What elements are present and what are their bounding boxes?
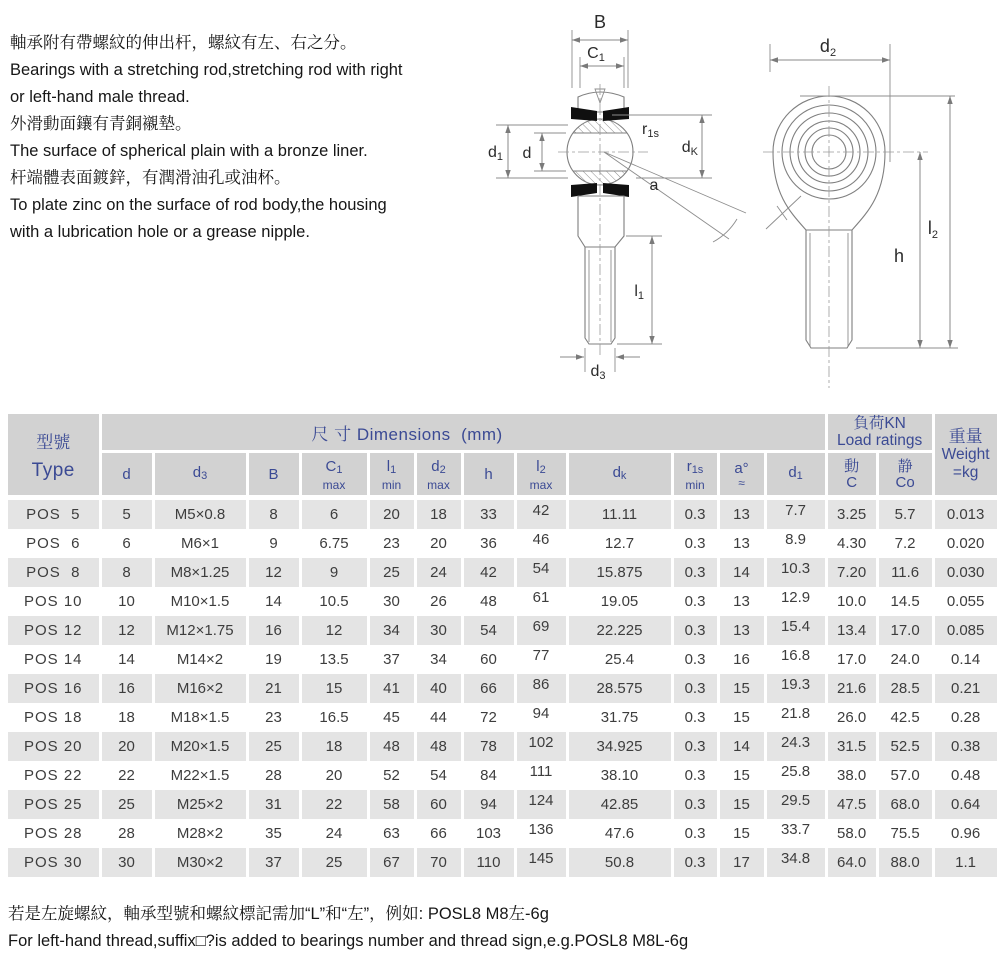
table-row — [8, 819, 998, 848]
table-row — [8, 761, 998, 790]
cell-l2: 102 — [515, 732, 567, 761]
cell-type: POS 14 — [8, 645, 100, 674]
cell-dk: 50.8 — [567, 848, 672, 877]
cell-l1: 52 — [368, 761, 415, 790]
cell-d2: 60 — [415, 790, 462, 819]
cell-d: 28 — [100, 819, 153, 848]
cell-type: POS 25 — [8, 790, 100, 819]
cell-d2: 20 — [415, 529, 462, 558]
cell-c: 10.0 — [826, 587, 877, 616]
description-line: 軸承附有帶螺紋的伸出杆，螺紋有左、右之分。 — [10, 34, 357, 52]
weight-header-en: Weight — [941, 445, 990, 463]
cell-d3: M6×1 — [153, 529, 247, 558]
column-group-load-ratings — [826, 414, 933, 452]
dim-label-l2: $l_2$ — [927, 218, 938, 241]
cell-weight: 0.21 — [933, 674, 998, 703]
cell-h: 42 — [462, 558, 515, 587]
cell-l1: 37 — [368, 645, 415, 674]
cell-dk: 47.6 — [567, 819, 672, 848]
front-view-drawing — [480, 0, 760, 400]
cell-l1: 67 — [368, 848, 415, 877]
cell-l2: 42 — [515, 498, 567, 530]
dimensions-table — [8, 414, 1000, 877]
cell-type: POS 18 — [8, 703, 100, 732]
cell-d1: 7.7 — [765, 498, 826, 530]
cell-d2: 70 — [415, 848, 462, 877]
cell-c: 21.6 — [826, 674, 877, 703]
cell-d: 18 — [100, 703, 153, 732]
cell-b: 21 — [247, 674, 300, 703]
cell-h: 110 — [462, 848, 515, 877]
cell-c: 47.5 — [826, 790, 877, 819]
dim-label-l1: l1 — [634, 283, 644, 302]
cell-d1: 15.4 — [765, 616, 826, 645]
load-group-en: Load ratings — [836, 432, 923, 449]
cell-b: 16 — [247, 616, 300, 645]
cell-l1: 30 — [368, 587, 415, 616]
dim-label-r1s: r1s — [642, 121, 659, 140]
cell-d3: M12×1.75 — [153, 616, 247, 645]
cell-c: 64.0 — [826, 848, 877, 877]
cell-c1: 20 — [300, 761, 368, 790]
cell-weight: 0.38 — [933, 732, 998, 761]
cell-c1: 18 — [300, 732, 368, 761]
cell-h: 84 — [462, 761, 515, 790]
cell-co: 24.0 — [877, 645, 933, 674]
cell-c: 13.4 — [826, 616, 877, 645]
cell-b: 35 — [247, 819, 300, 848]
footnote — [8, 901, 688, 955]
cell-d2: 40 — [415, 674, 462, 703]
cell-a: 13 — [718, 529, 765, 558]
cell-l1: 45 — [368, 703, 415, 732]
cell-d3: M5×0.8 — [153, 498, 247, 530]
weight-header-unit: =kg — [952, 463, 979, 481]
cell-co: 17.0 — [877, 616, 933, 645]
cell-l1: 25 — [368, 558, 415, 587]
cell-weight: 0.055 — [933, 587, 998, 616]
side-view-drawing — [755, 0, 1000, 400]
cell-d1: 19.3 — [765, 674, 826, 703]
cell-weight: 0.085 — [933, 616, 998, 645]
cell-l2: 136 — [515, 819, 567, 848]
cell-c1: 12 — [300, 616, 368, 645]
cell-l1: 63 — [368, 819, 415, 848]
cell-d: 12 — [100, 616, 153, 645]
cell-c1: 15 — [300, 674, 368, 703]
cell-type: POS 22 — [8, 761, 100, 790]
column-header-d2: $d_2$ max — [415, 452, 462, 498]
column-header-d1: $d_1$ — [765, 452, 826, 498]
cell-weight: 0.28 — [933, 703, 998, 732]
cell-l2: 61 — [515, 587, 567, 616]
cell-dk: 25.4 — [567, 645, 672, 674]
cell-l2: 54 — [515, 558, 567, 587]
cell-dk: 42.85 — [567, 790, 672, 819]
cell-dk: 28.575 — [567, 674, 672, 703]
cell-dk: 38.10 — [567, 761, 672, 790]
cell-d1: 12.9 — [765, 587, 826, 616]
table-row — [8, 558, 998, 587]
cell-dk: 11.11 — [567, 498, 672, 530]
cell-b: 23 — [247, 703, 300, 732]
cell-dk: 19.05 — [567, 587, 672, 616]
dim-label-C1: C1 — [587, 45, 605, 64]
cell-d3: M25×2 — [153, 790, 247, 819]
cell-a: 13 — [718, 498, 765, 530]
cell-a: 13 — [718, 616, 765, 645]
cell-d3: M16×2 — [153, 674, 247, 703]
cell-h: 94 — [462, 790, 515, 819]
cell-d3: M18×1.5 — [153, 703, 247, 732]
column-header-c1: $C_1$ max — [300, 452, 368, 498]
cell-dk: 15.875 — [567, 558, 672, 587]
cell-h: 78 — [462, 732, 515, 761]
dim-label-B: B — [593, 12, 607, 32]
cell-weight: 1.1 — [933, 848, 998, 877]
cell-b: 9 — [247, 529, 300, 558]
cell-dk: 12.7 — [567, 529, 672, 558]
cell-c1: 13.5 — [300, 645, 368, 674]
cell-r1s: 0.3 — [672, 498, 718, 530]
cell-b: 37 — [247, 848, 300, 877]
cell-l2: 145 — [515, 848, 567, 877]
cell-c1: 16.5 — [300, 703, 368, 732]
cell-h: 48 — [462, 587, 515, 616]
cell-type: POS 30 — [8, 848, 100, 877]
cell-d: 22 — [100, 761, 153, 790]
cell-co: 11.6 — [877, 558, 933, 587]
cell-b: 28 — [247, 761, 300, 790]
cell-c: 58.0 — [826, 819, 877, 848]
cell-a: 14 — [718, 732, 765, 761]
weight-header-zh: 重量 — [948, 426, 983, 446]
table-row — [8, 674, 998, 703]
cell-l2: 86 — [515, 674, 567, 703]
cell-c: 26.0 — [826, 703, 877, 732]
cell-d3: M30×2 — [153, 848, 247, 877]
housing-neck — [578, 196, 624, 247]
cell-r1s: 0.3 — [672, 529, 718, 558]
cell-d3: M10×1.5 — [153, 587, 247, 616]
cell-type: POS 16 — [8, 674, 100, 703]
cell-co: 42.5 — [877, 703, 933, 732]
cell-d1: 21.8 — [765, 703, 826, 732]
cell-r1s: 0.3 — [672, 703, 718, 732]
seal-top-right — [603, 107, 629, 121]
table-wrapper — [8, 414, 1000, 877]
cell-r1s: 0.3 — [672, 645, 718, 674]
table-row — [8, 703, 998, 732]
cell-weight: 0.013 — [933, 498, 998, 530]
cell-d1: 34.8 — [765, 848, 826, 877]
table-row — [8, 529, 998, 558]
column-header-a: a° ≈ — [718, 452, 765, 498]
cell-weight: 0.030 — [933, 558, 998, 587]
cell-a: 15 — [718, 790, 765, 819]
cell-dk: 31.75 — [567, 703, 672, 732]
cell-a: 17 — [718, 848, 765, 877]
load-group-zh: 負荷KN — [853, 415, 906, 432]
cell-r1s: 0.3 — [672, 674, 718, 703]
cell-h: 54 — [462, 616, 515, 645]
column-header-l2: $l_2$ max — [515, 452, 567, 498]
cell-l2: 46 — [515, 529, 567, 558]
cell-c: 31.5 — [826, 732, 877, 761]
cell-h: 33 — [462, 498, 515, 530]
description-line: To plate zinc on the surface of rod body,the housing — [10, 196, 387, 214]
cell-l2: 77 — [515, 645, 567, 674]
cell-type: POS 5 — [8, 498, 100, 530]
cell-weight: 0.020 — [933, 529, 998, 558]
cell-d2: 30 — [415, 616, 462, 645]
dim-label-a: a — [649, 177, 659, 194]
cell-weight: 0.48 — [933, 761, 998, 790]
cell-l2: 111 — [515, 761, 567, 790]
cell-c1: 22 — [300, 790, 368, 819]
cell-c: 4.30 — [826, 529, 877, 558]
dim-label-d: d — [522, 145, 532, 162]
cell-type: POS 10 — [8, 587, 100, 616]
cell-b: 31 — [247, 790, 300, 819]
cell-d2: 26 — [415, 587, 462, 616]
column-header-l1: $l_1$ min — [368, 452, 415, 498]
dim-label-d3: d3 — [590, 363, 606, 382]
cell-d: 25 — [100, 790, 153, 819]
footnote-line-zh: 若是左旋螺紋，軸承型號和螺紋標記需加“L”和“左”，例如: POSL8 M8左-6g — [8, 905, 549, 923]
cell-r1s: 0.3 — [672, 819, 718, 848]
description-line: with a lubrication hole or a grease nipple. — [10, 223, 310, 241]
cell-dk: 22.225 — [567, 616, 672, 645]
column-header-r1s: $r_{1s}$ min — [672, 452, 718, 498]
column-header-c: 動 C — [826, 452, 877, 498]
table-row — [8, 587, 998, 616]
cell-d2: 66 — [415, 819, 462, 848]
cell-b: 19 — [247, 645, 300, 674]
column-group-dimensions: 尺 寸 Dimensions (mm) — [100, 414, 826, 452]
cell-co: 75.5 — [877, 819, 933, 848]
cell-a: 13 — [718, 587, 765, 616]
cell-d3: M20×1.5 — [153, 732, 247, 761]
cell-h: 72 — [462, 703, 515, 732]
type-header-zh: 型號 — [36, 432, 71, 452]
cell-type: POS 8 — [8, 558, 100, 587]
cell-c1: 6.75 — [300, 529, 368, 558]
cell-r1s: 0.3 — [672, 558, 718, 587]
cell-d2: 48 — [415, 732, 462, 761]
description-line: or left-hand male thread. — [10, 88, 190, 106]
cell-c: 3.25 — [826, 498, 877, 530]
column-header-weight — [933, 414, 998, 498]
cell-h: 66 — [462, 674, 515, 703]
column-header-h: h — [462, 452, 515, 498]
cell-d1: 24.3 — [765, 732, 826, 761]
cell-d1: 33.7 — [765, 819, 826, 848]
cell-l1: 20 — [368, 498, 415, 530]
cell-c1: 24 — [300, 819, 368, 848]
cell-l2: 69 — [515, 616, 567, 645]
cell-d2: 44 — [415, 703, 462, 732]
cell-d1: 16.8 — [765, 645, 826, 674]
cell-r1s: 0.3 — [672, 761, 718, 790]
cell-d1: 8.9 — [765, 529, 826, 558]
cell-dk: 34.925 — [567, 732, 672, 761]
table-row — [8, 732, 998, 761]
description-line: 杆端體表面鍍鋅，有潤滑油孔或油杯。 — [10, 169, 291, 187]
cell-a: 15 — [718, 761, 765, 790]
cell-r1s: 0.3 — [672, 732, 718, 761]
seal-bottom-left — [571, 183, 597, 197]
cell-a: 15 — [718, 674, 765, 703]
cell-d: 5 — [100, 498, 153, 530]
cell-c: 38.0 — [826, 761, 877, 790]
d2-extension-lines — [770, 44, 890, 162]
cell-weight: 0.96 — [933, 819, 998, 848]
seal-top-left — [571, 107, 597, 121]
description — [10, 30, 480, 246]
column-header-d3: $d_3$ — [153, 452, 247, 498]
cell-l1: 34 — [368, 616, 415, 645]
cell-c1: 9 — [300, 558, 368, 587]
cell-b: 25 — [247, 732, 300, 761]
cell-c: 17.0 — [826, 645, 877, 674]
cell-d1: 25.8 — [765, 761, 826, 790]
cell-co: 14.5 — [877, 587, 933, 616]
table-row — [8, 498, 998, 530]
description-line: 外滑動面鑲有青銅襯墊。 — [10, 115, 192, 133]
cell-type: POS 12 — [8, 616, 100, 645]
cell-co: 68.0 — [877, 790, 933, 819]
cell-a: 16 — [718, 645, 765, 674]
dim-label-d1: d1 — [488, 144, 504, 163]
dim-label-d2: $d_2$ — [819, 36, 837, 59]
cell-d2: 54 — [415, 761, 462, 790]
cell-d: 16 — [100, 674, 153, 703]
cell-type: POS 6 — [8, 529, 100, 558]
cell-c1: 6 — [300, 498, 368, 530]
cell-d: 10 — [100, 587, 153, 616]
table-row — [8, 616, 998, 645]
cell-l1: 23 — [368, 529, 415, 558]
column-header-b: B — [247, 452, 300, 498]
cell-type: POS 20 — [8, 732, 100, 761]
cell-d2: 18 — [415, 498, 462, 530]
cell-d3: M28×2 — [153, 819, 247, 848]
cell-weight: 0.64 — [933, 790, 998, 819]
cell-r1s: 0.3 — [672, 616, 718, 645]
cell-d: 20 — [100, 732, 153, 761]
cell-h: 36 — [462, 529, 515, 558]
cell-b: 14 — [247, 587, 300, 616]
cell-co: 5.7 — [877, 498, 933, 530]
cell-d1: 10.3 — [765, 558, 826, 587]
column-header-dk: $d_k$ — [567, 452, 672, 498]
cell-b: 12 — [247, 558, 300, 587]
cell-type: POS 28 — [8, 819, 100, 848]
cell-d2: 34 — [415, 645, 462, 674]
cell-d: 14 — [100, 645, 153, 674]
cell-a: 15 — [718, 703, 765, 732]
cell-co: 57.0 — [877, 761, 933, 790]
cell-l1: 41 — [368, 674, 415, 703]
cell-l2: 94 — [515, 703, 567, 732]
cell-co: 7.2 — [877, 529, 933, 558]
table-row — [8, 790, 998, 819]
column-header-d: d — [100, 452, 153, 498]
cell-h: 103 — [462, 819, 515, 848]
cell-c1: 10.5 — [300, 587, 368, 616]
cell-r1s: 0.3 — [672, 587, 718, 616]
cell-l1: 58 — [368, 790, 415, 819]
cell-l2: 124 — [515, 790, 567, 819]
column-header-co: 静 Co — [877, 452, 933, 498]
cell-a: 14 — [718, 558, 765, 587]
cell-h: 60 — [462, 645, 515, 674]
cell-co: 88.0 — [877, 848, 933, 877]
table-row — [8, 645, 998, 674]
cell-l1: 48 — [368, 732, 415, 761]
cell-d: 6 — [100, 529, 153, 558]
cell-d3: M8×1.25 — [153, 558, 247, 587]
cell-co: 28.5 — [877, 674, 933, 703]
description-line: Bearings with a stretching rod,stretching rod with right — [10, 61, 403, 79]
dim-label-h: h — [893, 246, 904, 266]
cell-d3: M14×2 — [153, 645, 247, 674]
cell-co: 52.5 — [877, 732, 933, 761]
cell-c1: 25 — [300, 848, 368, 877]
cell-c: 7.20 — [826, 558, 877, 587]
seal-bottom-right — [603, 183, 629, 197]
description-line: The surface of spherical plain with a bronze liner. — [10, 142, 368, 160]
cell-r1s: 0.3 — [672, 848, 718, 877]
footnote-line-en: For left-hand thread,suffix□?is added to bearings number and thread sign,e.g.POSL8 M8L-6g — [8, 932, 689, 950]
dim-label-dK: dK — [681, 139, 698, 158]
cell-d1: 29.5 — [765, 790, 826, 819]
cell-weight: 0.14 — [933, 645, 998, 674]
column-header-type — [8, 414, 100, 498]
cell-d2: 24 — [415, 558, 462, 587]
type-header-en: Type — [31, 459, 75, 481]
cell-d: 30 — [100, 848, 153, 877]
cell-r1s: 0.3 — [672, 790, 718, 819]
cell-d3: M22×1.5 — [153, 761, 247, 790]
cell-d: 8 — [100, 558, 153, 587]
table-row — [8, 848, 998, 877]
cell-b: 8 — [247, 498, 300, 530]
cell-a: 15 — [718, 819, 765, 848]
